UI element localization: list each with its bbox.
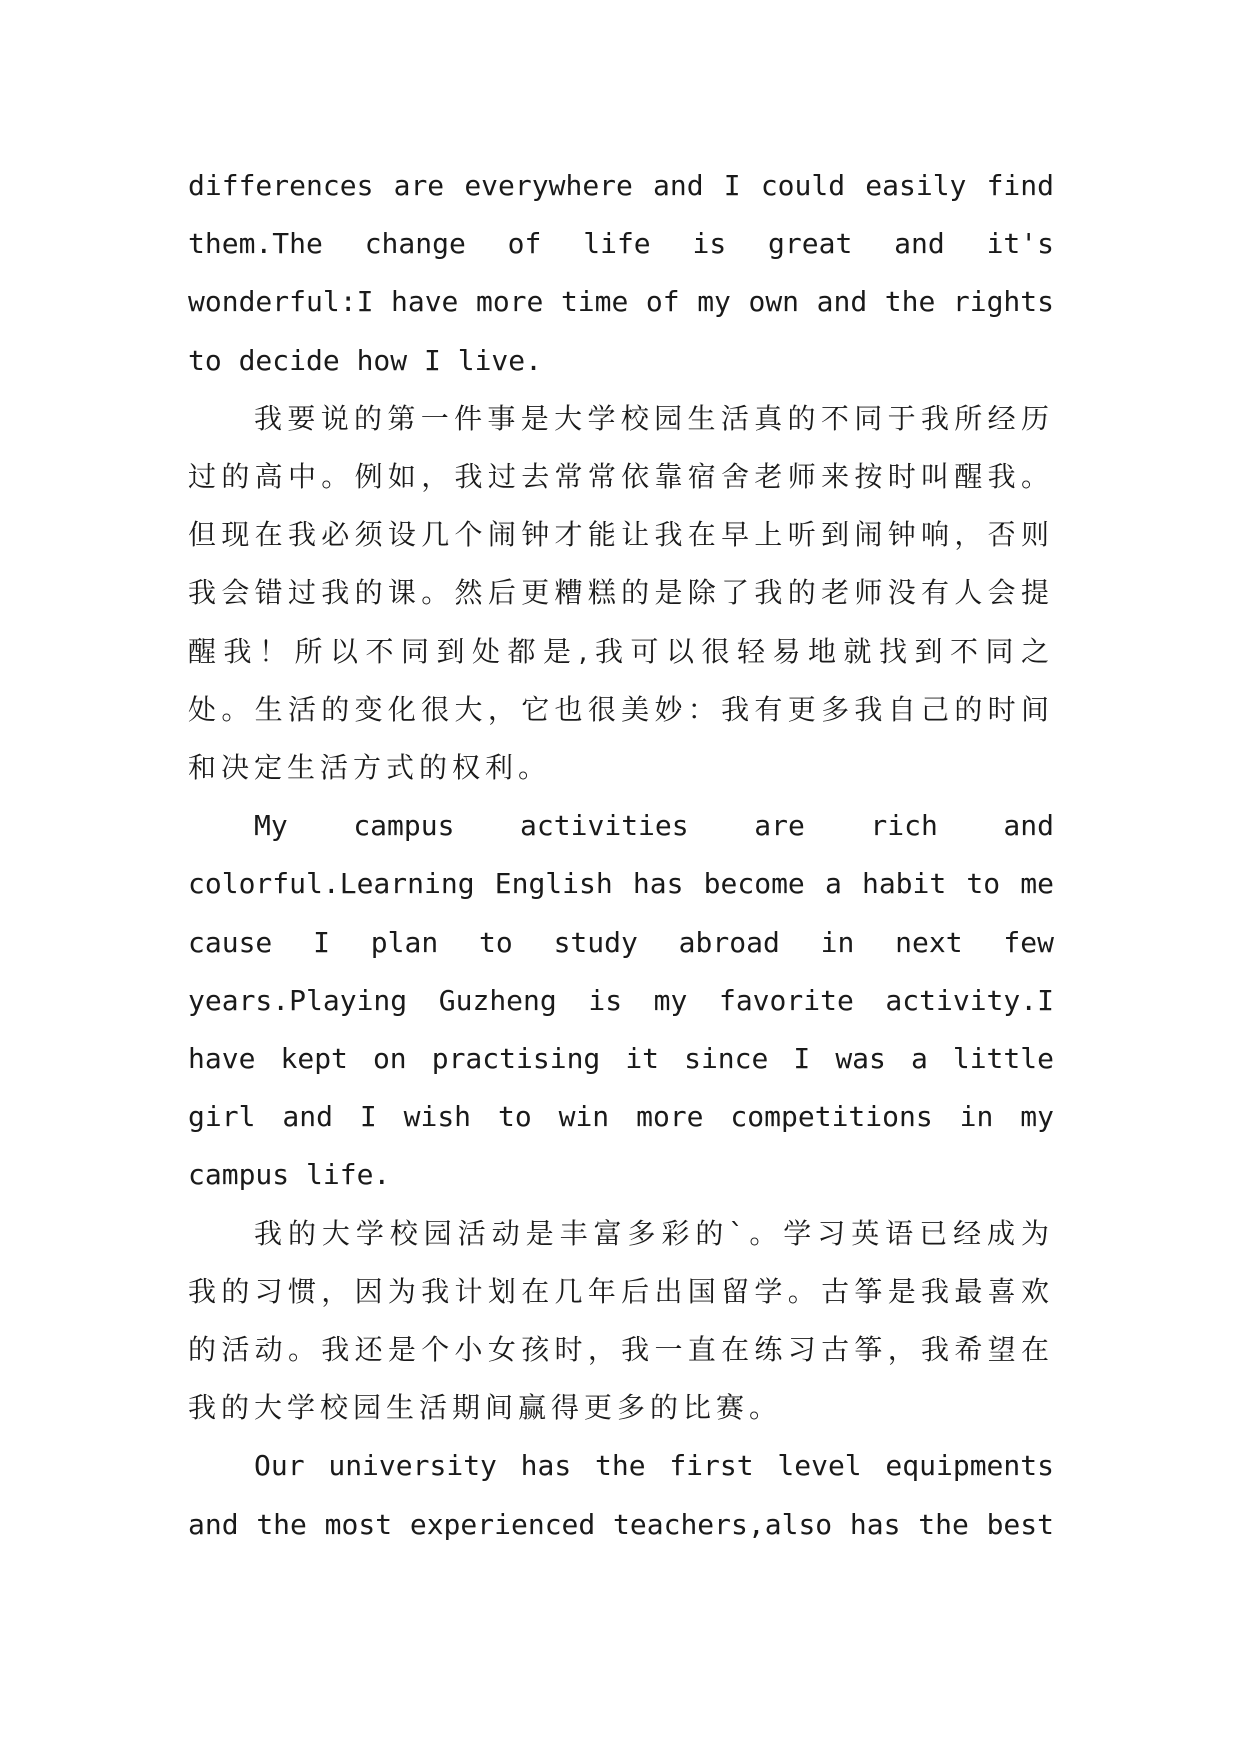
- paragraph-chinese-2: 我的大学校园活动是丰富多彩的`。学习英语已经成为我的习惯，因为我计划在几年后出国留学。古筝是我最喜欢的活动。我还是个小女孩时，我一直在练习古筝，我希望在我的大学校园生活期间赢得更多的比赛。: [188, 1216, 1054, 1425]
- paragraph-chinese-1: 我要说的第一件事是大学校园生活真的不同于我所经历过的高中。例如，我过去常常依靠宿舍老师来按时叫醒我。但现在我必须设几个闹钟才能让我在早上听到闹钟响，否则我会错过我的课。然后更糟糕的是除了我的老师没有人会提醒我！所以不同到处都是,我可以很轻易地就找到不同之处。生活的变化很大，它也很美妙：我有更多我自己的时间和决定生活方式的权利。: [188, 401, 1054, 785]
- paragraph-university: Our university has the first level equipments and the most experienced teachers,also has the best: [188, 1449, 1054, 1541]
- paragraph-campus-activities: My campus activities are rich and colorful.Learning English has become a habit to me cause I plan to study abroad in next few years.Playing Guzheng is my favorite activity.I have kept on practising it since I was a little girl and I wish to win more competitions in my campus life.: [188, 809, 1054, 1192]
- document-body: [188, 157, 1054, 1554]
- paragraph-continuation: differences are everywhere and I could easily find them.The change of life is great and it's wonderful:I have more time of my own and the rights to decide how I live.: [188, 169, 1054, 377]
